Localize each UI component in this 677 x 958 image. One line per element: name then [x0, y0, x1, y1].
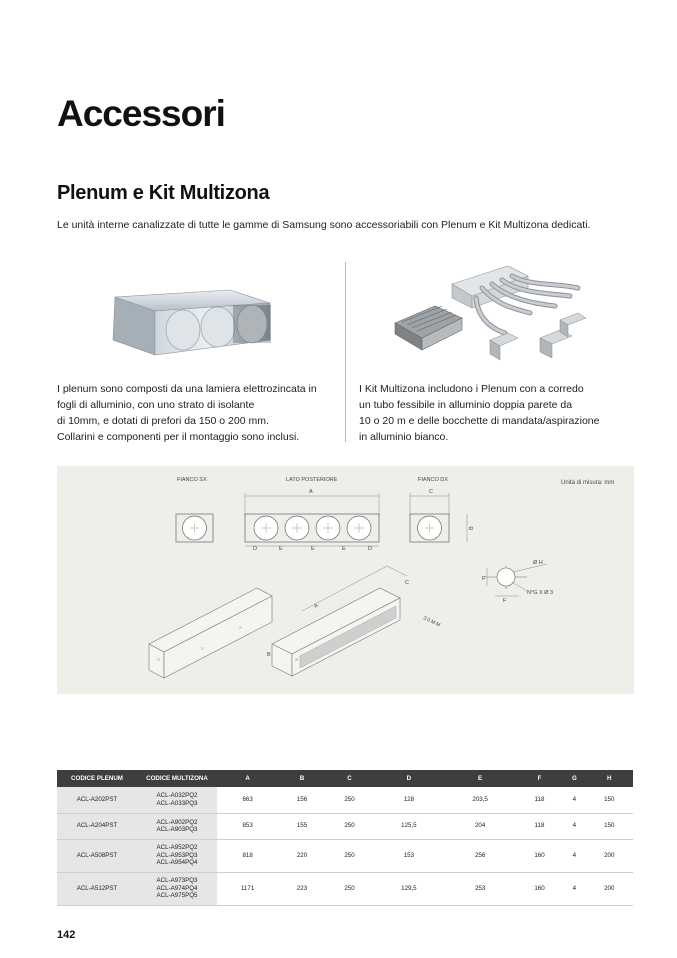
multizona-desc-line: I Kit Multizona includono i Plenum con a corredo — [359, 383, 584, 395]
lato-posteriore-label: LATO POSTERIORE — [286, 477, 338, 483]
cell-f: 160 — [516, 872, 564, 905]
column-header: D — [373, 770, 444, 787]
table-row — [57, 872, 633, 905]
plenum-desc-line: di 10mm, e dotati di prefori da 150 o 200 mm. — [57, 415, 269, 427]
cell-code: ACL-A202PST — [57, 787, 137, 813]
dim-a-label: A — [309, 489, 313, 495]
cell-e: 256 — [445, 839, 516, 872]
plenum-desc-line: I plenum sono composti da una lamiera elettrozincata in — [57, 383, 317, 395]
cell-h: 150 — [585, 787, 633, 813]
dim-c-label: C — [429, 489, 433, 495]
fianco-dx-label: FIANCO DX — [418, 477, 448, 483]
cell-h: 200 — [585, 872, 633, 905]
cell-a: 663 — [217, 787, 278, 813]
column-header: F — [516, 770, 564, 787]
cell-b: 223 — [278, 872, 326, 905]
column-header: E — [445, 770, 516, 787]
fianco-sx-label: FIANCO SX — [177, 477, 207, 483]
dim-e-label: E — [342, 546, 346, 552]
multizona-desc-line: in alluminio bianco. — [359, 431, 449, 443]
column-header: B — [278, 770, 326, 787]
cell-code: ACL-A512PST — [57, 872, 137, 905]
column-header: A — [217, 770, 278, 787]
cell-g: 4 — [563, 839, 585, 872]
table-row — [57, 787, 633, 813]
holes-label: N°G X Ø 3 — [527, 590, 554, 596]
cell-d: 153 — [373, 839, 444, 872]
dim-b-label: B — [469, 526, 475, 530]
cell-c: 250 — [326, 787, 374, 813]
dim-f-label: F — [482, 576, 486, 582]
column-divider — [345, 262, 346, 442]
cell-a: 818 — [217, 839, 278, 872]
table-row — [57, 839, 633, 872]
cell-h: 200 — [585, 839, 633, 872]
page-title: Accessori — [57, 93, 225, 134]
column-header: G — [563, 770, 585, 787]
cell-f: 160 — [516, 839, 564, 872]
column-header: H — [585, 770, 633, 787]
dim-b-label: B — [267, 652, 271, 658]
cell-g: 4 — [563, 872, 585, 905]
cell-e: 253 — [445, 872, 516, 905]
column-header: C — [326, 770, 374, 787]
dim-h-label: Ø H — [533, 560, 543, 566]
cell-code: ACL-A204PST — [57, 813, 137, 839]
table-row — [57, 813, 633, 839]
dim-d-label: D — [253, 546, 257, 552]
dim-e-label: E — [279, 546, 283, 552]
column-header: CODICE PLENUM — [57, 770, 137, 787]
dim-e-label: E — [311, 546, 315, 552]
cell-h: 150 — [585, 813, 633, 839]
multizona-desc-line: 10 o 20 m e delle bocchette di mandata/aspirazione — [359, 415, 600, 427]
cell-f: 118 — [516, 787, 564, 813]
cell-g: 4 — [563, 813, 585, 839]
dim-a-label: A — [313, 602, 320, 610]
cell-d: 128 — [373, 787, 444, 813]
dim-f-label: F — [503, 598, 507, 604]
cell-multizona: ACL-A973PQ3 ACL-A974PQ4 ACL-A975PQ5 — [137, 872, 217, 905]
column-header: CODICE MULTIZONA — [137, 770, 217, 787]
table-header-row — [57, 770, 633, 787]
cell-multizona: ACL-A032PQ2 ACL-A033PQ3 — [137, 787, 217, 813]
cell-f: 118 — [516, 813, 564, 839]
intro-text: Le unità interne canalizzate di tutte le gamme di Samsung sono accessoriabili con Plenum e Kit Multizona dedicati. — [57, 219, 591, 231]
multizona-description — [359, 381, 639, 445]
dim-c-label: C — [405, 580, 409, 586]
cell-c: 250 — [326, 813, 374, 839]
plenum-desc-line: Collarini e componenti per il montaggio sono inclusi. — [57, 431, 300, 443]
cell-c: 250 — [326, 839, 374, 872]
cell-multizona: ACL-A952PQ2 ACL-A953PQ3 ACL-A954PQ4 — [137, 839, 217, 872]
cell-e: 204 — [445, 813, 516, 839]
section-title: Plenum e Kit Multizona — [57, 182, 270, 204]
dim-d-label: D — [368, 546, 372, 552]
cell-d: 125,5 — [373, 813, 444, 839]
unit-label: Unità di misura: mm — [561, 480, 615, 486]
cell-a: 853 — [217, 813, 278, 839]
multizona-desc-line: un tubo fessibile in alluminio doppia parete da — [359, 399, 573, 411]
cell-d: 129,5 — [373, 872, 444, 905]
cell-g: 4 — [563, 787, 585, 813]
plenum-image — [105, 285, 275, 360]
cell-e: 203,5 — [445, 787, 516, 813]
page-number: 142 — [57, 929, 76, 941]
cell-b: 156 — [278, 787, 326, 813]
cell-b: 220 — [278, 839, 326, 872]
cell-a: 1171 — [217, 872, 278, 905]
cell-b: 155 — [278, 813, 326, 839]
cell-c: 250 — [326, 872, 374, 905]
plenum-desc-line: fogli di alluminio, con uno strato di isolante — [57, 399, 255, 411]
multizona-kit-image — [390, 258, 590, 370]
specs-table — [57, 770, 633, 906]
cell-code: ACL-A508PST — [57, 839, 137, 872]
plenum-description — [57, 381, 337, 445]
thickness-label: 3 0 M M — [422, 615, 442, 629]
cell-multizona: ACL-A902PQ2 ACL-A903PQ3 — [137, 813, 217, 839]
dimension-drawing — [57, 466, 634, 694]
